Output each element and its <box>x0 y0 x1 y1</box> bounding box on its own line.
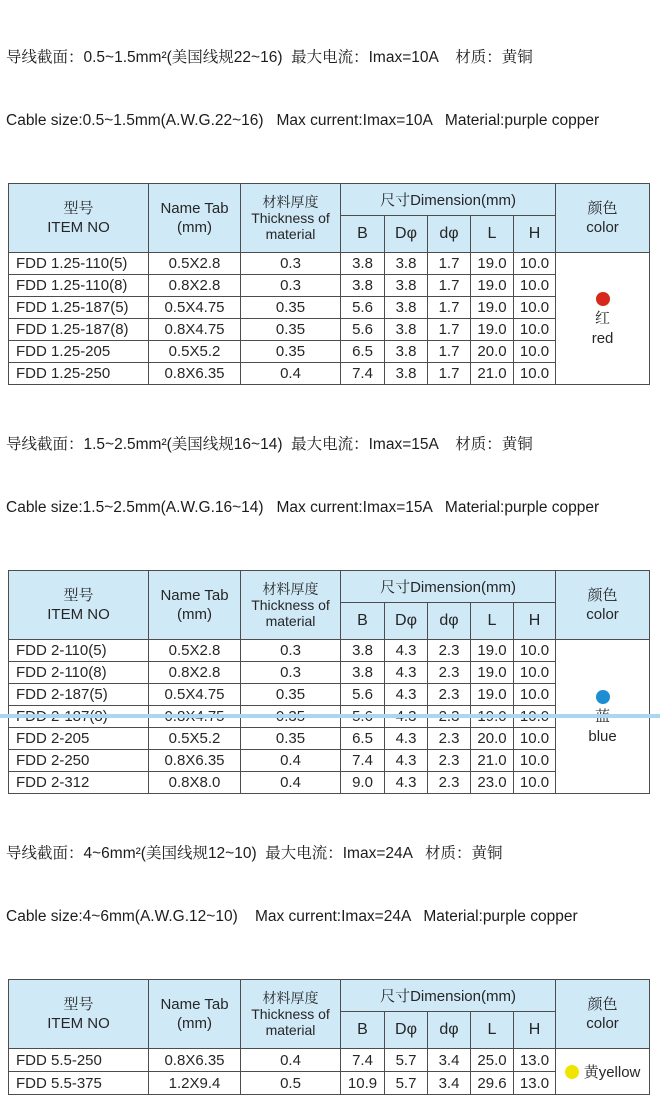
cell-d-phi-inner: 2.3 <box>428 684 471 706</box>
cell-b: 3.8 <box>341 662 385 684</box>
col-header-name-tab <box>149 184 241 253</box>
cell-thickness: 0.3 <box>241 253 341 275</box>
spec-section-2 <box>0 392 660 794</box>
col-header-dimension: 尺寸Dimension(mm) <box>341 184 556 216</box>
cell-thickness: 0.3 <box>241 275 341 297</box>
cell-b: 7.4 <box>341 363 385 385</box>
cell-d-phi-inner: 1.7 <box>428 319 471 341</box>
cell-item-no: FDD 1.25-187(8) <box>9 319 149 341</box>
spec-section-3 <box>0 801 660 1095</box>
section-2-heading-cn: 导线截面：1.5~2.5mm²(美国线规16~14) 最大电流：Imax=15A 材质：黄铜 <box>6 436 533 453</box>
cell-d-phi-inner: 2.3 <box>428 750 471 772</box>
spec-table-3 <box>8 979 650 1095</box>
table-row <box>9 253 650 275</box>
col-header-name-tab-line2: (mm) <box>177 219 212 236</box>
col-header-color-en: color <box>586 1015 619 1032</box>
table-row <box>9 363 650 385</box>
col-header-thickness-en1: Thickness of <box>251 210 330 226</box>
col-header-thickness-cn: 材料厚度 <box>262 990 319 1006</box>
col-header-color-cn: 颜色 <box>587 996 618 1013</box>
color-dot-icon <box>596 292 610 306</box>
cell-item-no: FDD 5.5-250 <box>9 1049 149 1072</box>
col-header-name-tab <box>149 571 241 640</box>
cell-h: 13.0 <box>514 1049 556 1072</box>
col-header-name-tab-line1: Name Tab <box>160 587 229 604</box>
cell-thickness: 0.35 <box>241 319 341 341</box>
cell-b: 10.9 <box>341 1072 385 1095</box>
cell-l: 29.6 <box>471 1072 514 1095</box>
cell-name-tab: 0.8X8.0 <box>149 772 241 794</box>
cell-thickness: 0.4 <box>241 750 341 772</box>
col-header-d-phi-outer: Dφ <box>385 603 428 640</box>
bottom-divider-line <box>0 714 660 718</box>
col-header-item-no-en: ITEM NO <box>47 219 110 236</box>
cell-d-phi-inner: 1.7 <box>428 363 471 385</box>
col-header-thickness <box>241 571 341 640</box>
col-header-b: B <box>341 603 385 640</box>
cell-b: 3.8 <box>341 275 385 297</box>
cell-b: 6.5 <box>341 728 385 750</box>
col-header-item-no-cn: 型号 <box>63 996 94 1013</box>
cell-b: 3.8 <box>341 253 385 275</box>
table-body <box>9 1049 650 1095</box>
cell-d-phi-outer: 3.8 <box>385 275 428 297</box>
table-row <box>9 297 650 319</box>
cell-h: 10.0 <box>514 772 556 794</box>
cell-item-no: FDD 2-250 <box>9 750 149 772</box>
cell-d-phi-outer: 5.7 <box>385 1072 428 1095</box>
cell-item-no: FDD 1.25-205 <box>9 341 149 363</box>
section-2-heading-en: Cable size:1.5~2.5mm(A.W.G.16~14) Max current:Imax=15A Material:purple copper <box>6 499 600 516</box>
table-head <box>9 980 650 1049</box>
col-header-color <box>556 184 650 253</box>
col-header-b: B <box>341 216 385 253</box>
table-row <box>9 684 650 706</box>
cell-d-phi-inner: 2.3 <box>428 640 471 662</box>
cell-name-tab: 0.8X2.8 <box>149 275 241 297</box>
col-header-b: B <box>341 1012 385 1049</box>
cell-item-no: FDD 1.25-110(8) <box>9 275 149 297</box>
cell-d-phi-outer: 3.8 <box>385 341 428 363</box>
cell-d-phi-outer: 4.3 <box>385 728 428 750</box>
color-cell <box>556 253 650 385</box>
color-dot-icon <box>565 1065 579 1079</box>
col-header-name-tab <box>149 980 241 1049</box>
col-header-color <box>556 980 650 1049</box>
col-header-item-no-en: ITEM NO <box>47 606 110 623</box>
cell-name-tab: 1.2X9.4 <box>149 1072 241 1095</box>
col-header-d-phi-inner: dφ <box>428 216 471 253</box>
header-row <box>9 184 650 216</box>
col-header-thickness-cn: 材料厚度 <box>262 194 319 210</box>
cell-d-phi-outer: 4.3 <box>385 640 428 662</box>
cell-name-tab: 0.8X6.35 <box>149 363 241 385</box>
cell-item-no: FDD 1.25-250 <box>9 363 149 385</box>
col-header-color-cn: 颜色 <box>587 587 618 604</box>
cell-d-phi-outer: 3.8 <box>385 363 428 385</box>
cell-thickness: 0.35 <box>241 341 341 363</box>
cell-name-tab: 0.5X2.8 <box>149 640 241 662</box>
col-header-color-en: color <box>586 606 619 623</box>
cell-thickness: 0.3 <box>241 640 341 662</box>
cell-l: 19.0 <box>471 662 514 684</box>
cell-item-no: FDD 1.25-110(5) <box>9 253 149 275</box>
table-row <box>9 640 650 662</box>
cell-thickness: 0.4 <box>241 363 341 385</box>
cell-b: 7.4 <box>341 1049 385 1072</box>
cell-name-tab: 0.5X2.8 <box>149 253 241 275</box>
table-body <box>9 253 650 385</box>
spec-section-1 <box>0 5 660 385</box>
col-header-d-phi-inner: dφ <box>428 1012 471 1049</box>
section-3-heading-cn: 导线截面：4~6mm²(美国线规12~10) 最大电流：Imax=24A 材质：黄铜 <box>6 845 503 862</box>
col-header-thickness-en2: material <box>265 613 316 629</box>
cell-h: 10.0 <box>514 341 556 363</box>
cell-thickness: 0.35 <box>241 684 341 706</box>
cell-l: 19.0 <box>471 640 514 662</box>
col-header-l: L <box>471 1012 514 1049</box>
cell-h: 10.0 <box>514 728 556 750</box>
cell-l: 19.0 <box>471 253 514 275</box>
cell-h: 13.0 <box>514 1072 556 1095</box>
cell-b: 3.8 <box>341 640 385 662</box>
col-header-d-phi-inner: dφ <box>428 603 471 640</box>
col-header-d-phi-outer: Dφ <box>385 216 428 253</box>
cell-b: 5.6 <box>341 319 385 341</box>
col-header-thickness <box>241 980 341 1049</box>
cell-name-tab: 0.5X5.2 <box>149 728 241 750</box>
cell-l: 23.0 <box>471 772 514 794</box>
col-header-thickness-en1: Thickness of <box>251 597 330 613</box>
cell-thickness: 0.4 <box>241 1049 341 1072</box>
col-header-h: H <box>514 1012 556 1049</box>
cell-l: 20.0 <box>471 728 514 750</box>
cell-h: 10.0 <box>514 275 556 297</box>
col-header-thickness-cn: 材料厚度 <box>262 581 319 597</box>
table-row <box>9 772 650 794</box>
col-header-item-no-cn: 型号 <box>63 200 94 217</box>
cell-l: 19.0 <box>471 297 514 319</box>
cell-name-tab: 0.8X2.8 <box>149 662 241 684</box>
cell-d-phi-inner: 1.7 <box>428 253 471 275</box>
cell-d-phi-outer: 3.8 <box>385 319 428 341</box>
col-header-thickness-en2: material <box>265 1022 316 1038</box>
color-swatch-stack <box>556 289 649 349</box>
cell-d-phi-inner: 1.7 <box>428 341 471 363</box>
col-header-item-no <box>9 980 149 1049</box>
cell-d-phi-inner: 2.3 <box>428 728 471 750</box>
cell-name-tab: 0.8X6.35 <box>149 750 241 772</box>
col-header-thickness <box>241 184 341 253</box>
cell-d-phi-inner: 2.3 <box>428 662 471 684</box>
col-header-l: L <box>471 216 514 253</box>
col-header-d-phi-outer: Dφ <box>385 1012 428 1049</box>
cell-d-phi-inner: 2.3 <box>428 772 471 794</box>
color-swatch-inline <box>556 1061 649 1082</box>
cell-d-phi-inner: 3.4 <box>428 1049 471 1072</box>
cell-h: 10.0 <box>514 363 556 385</box>
col-header-color <box>556 571 650 640</box>
cell-item-no: FDD 2-110(8) <box>9 662 149 684</box>
cell-d-phi-inner: 1.7 <box>428 275 471 297</box>
cell-d-phi-outer: 4.3 <box>385 684 428 706</box>
cell-d-phi-outer: 4.3 <box>385 750 428 772</box>
col-header-item-no <box>9 184 149 253</box>
col-header-thickness-en1: Thickness of <box>251 1006 330 1022</box>
cell-name-tab: 0.5X4.75 <box>149 684 241 706</box>
section-2-heading <box>6 392 660 560</box>
color-name-en: blue <box>588 727 617 745</box>
cell-l: 19.0 <box>471 275 514 297</box>
col-header-dimension: 尺寸Dimension(mm) <box>341 980 556 1012</box>
cell-h: 10.0 <box>514 319 556 341</box>
cell-d-phi-outer: 3.8 <box>385 253 428 275</box>
table-row <box>9 1049 650 1072</box>
spec-table-2 <box>8 570 650 794</box>
cell-item-no: FDD 5.5-375 <box>9 1072 149 1095</box>
spec-table-1 <box>8 183 650 385</box>
cell-b: 5.6 <box>341 684 385 706</box>
table-row <box>9 728 650 750</box>
cell-h: 10.0 <box>514 684 556 706</box>
color-name-cn: 红 <box>595 309 611 327</box>
color-name: 黄yellow <box>583 1064 641 1081</box>
col-header-l: L <box>471 603 514 640</box>
cell-thickness: 0.5 <box>241 1072 341 1095</box>
cell-b: 7.4 <box>341 750 385 772</box>
table-row <box>9 319 650 341</box>
cell-d-phi-inner: 3.4 <box>428 1072 471 1095</box>
cell-name-tab: 0.5X5.2 <box>149 341 241 363</box>
header-row <box>9 980 650 1012</box>
col-header-color-cn: 颜色 <box>587 200 618 217</box>
cell-item-no: FDD 2-110(5) <box>9 640 149 662</box>
section-1-heading-cn: 导线截面：0.5~1.5mm²(美国线规22~16) 最大电流：Imax=10A 材质：黄铜 <box>6 49 533 66</box>
cell-name-tab: 0.8X4.75 <box>149 319 241 341</box>
cell-item-no: FDD 2-312 <box>9 772 149 794</box>
cell-item-no: FDD 2-187(5) <box>9 684 149 706</box>
table-row <box>9 1072 650 1095</box>
col-header-color-en: color <box>586 219 619 236</box>
section-1-heading <box>6 5 660 173</box>
col-header-name-tab-line1: Name Tab <box>160 200 229 217</box>
col-header-name-tab-line2: (mm) <box>177 606 212 623</box>
cell-d-phi-outer: 3.8 <box>385 297 428 319</box>
cell-h: 10.0 <box>514 253 556 275</box>
color-name-en: red <box>591 329 614 347</box>
color-cell <box>556 1049 650 1095</box>
table-head <box>9 184 650 253</box>
cell-h: 10.0 <box>514 640 556 662</box>
cell-d-phi-inner: 1.7 <box>428 297 471 319</box>
cell-d-phi-outer: 4.3 <box>385 772 428 794</box>
col-header-h: H <box>514 603 556 640</box>
cell-thickness: 0.3 <box>241 662 341 684</box>
section-3-heading <box>6 801 660 969</box>
col-header-dimension: 尺寸Dimension(mm) <box>341 571 556 603</box>
cell-l: 19.0 <box>471 319 514 341</box>
cell-l: 19.0 <box>471 684 514 706</box>
col-header-item-no-en: ITEM NO <box>47 1015 110 1032</box>
cell-b: 6.5 <box>341 341 385 363</box>
table-row <box>9 341 650 363</box>
table-row <box>9 275 650 297</box>
section-3-heading-en: Cable size:4~6mm(A.W.G.12~10) Max current:Imax=24A Material:purple copper <box>6 908 578 925</box>
cell-l: 25.0 <box>471 1049 514 1072</box>
cell-h: 10.0 <box>514 662 556 684</box>
col-header-item-no-cn: 型号 <box>63 587 94 604</box>
cell-b: 9.0 <box>341 772 385 794</box>
header-row <box>9 571 650 603</box>
col-header-thickness-en2: material <box>265 226 316 242</box>
section-1-heading-en: Cable size:0.5~1.5mm(A.W.G.22~16) Max current:Imax=10A Material:purple copper <box>6 112 600 129</box>
table-row <box>9 750 650 772</box>
cell-d-phi-outer: 5.7 <box>385 1049 428 1072</box>
col-header-name-tab-line1: Name Tab <box>160 996 229 1013</box>
cell-item-no: FDD 2-205 <box>9 728 149 750</box>
col-header-name-tab-line2: (mm) <box>177 1015 212 1032</box>
col-header-h: H <box>514 216 556 253</box>
col-header-item-no <box>9 571 149 640</box>
cell-l: 20.0 <box>471 341 514 363</box>
cell-h: 10.0 <box>514 297 556 319</box>
cell-name-tab: 0.8X6.35 <box>149 1049 241 1072</box>
color-dot-icon <box>596 690 610 704</box>
cell-b: 5.6 <box>341 297 385 319</box>
cell-thickness: 0.4 <box>241 772 341 794</box>
cell-item-no: FDD 1.25-187(5) <box>9 297 149 319</box>
cell-d-phi-outer: 4.3 <box>385 662 428 684</box>
cell-thickness: 0.35 <box>241 297 341 319</box>
cell-l: 21.0 <box>471 750 514 772</box>
cell-thickness: 0.35 <box>241 728 341 750</box>
cell-h: 10.0 <box>514 750 556 772</box>
table-row <box>9 662 650 684</box>
cell-l: 21.0 <box>471 363 514 385</box>
cell-name-tab: 0.5X4.75 <box>149 297 241 319</box>
table-head <box>9 571 650 640</box>
